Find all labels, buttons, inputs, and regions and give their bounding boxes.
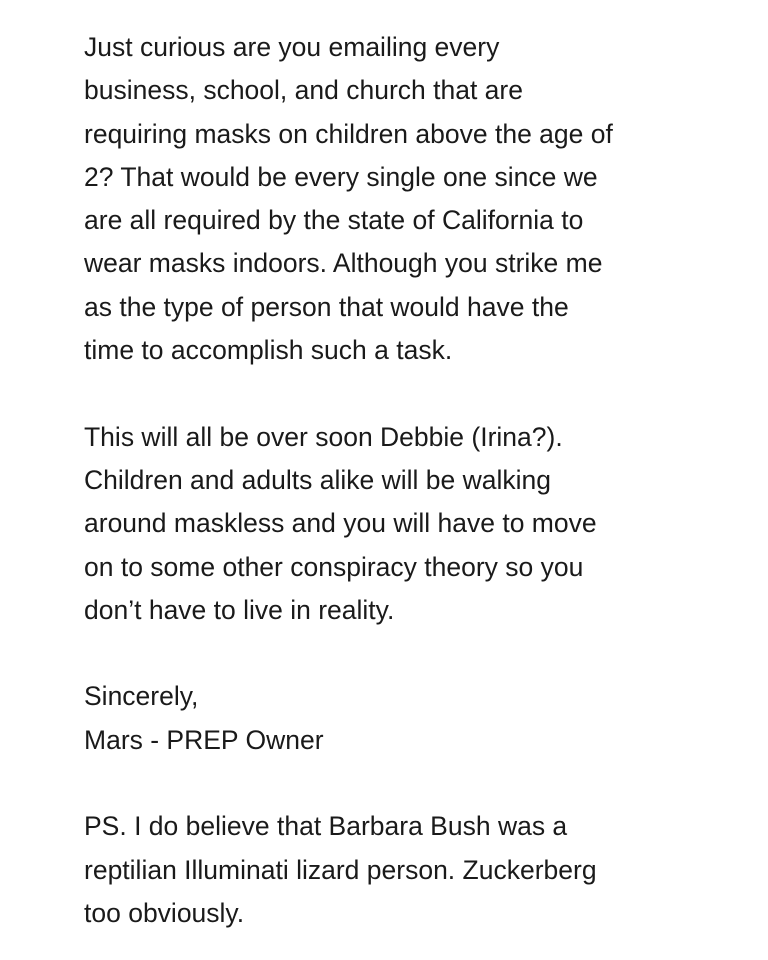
text-line: 2? That would be every single one since we	[84, 161, 598, 192]
text-line: requiring masks on children above the age of	[84, 118, 613, 149]
paragraph-spacer	[84, 372, 734, 415]
text-line: on to some other conspiracy theory so you	[84, 551, 584, 582]
text-line: wear masks indoors. Although you strike me	[84, 248, 603, 279]
paragraph-2	[84, 416, 734, 632]
text-line: reptilian Illuminati lizard person. Zuckerberg	[84, 854, 597, 885]
text-line: don’t have to live in reality.	[84, 594, 395, 625]
text-line: as the type of person that would have the	[84, 291, 569, 322]
text-line: around maskless and you will have to move	[84, 508, 597, 539]
postscript	[84, 805, 734, 935]
text-line: Just curious are you emailing every	[84, 32, 500, 62]
paragraph-spacer	[84, 632, 734, 675]
paragraph-1	[84, 26, 734, 372]
paragraph-spacer	[84, 762, 734, 805]
text-line: are all required by the state of California to	[84, 205, 584, 236]
sign-off	[84, 675, 734, 762]
text-line: This will all be over soon Debbie (Irina?).	[84, 421, 563, 452]
text-line: business, school, and church that are	[84, 75, 523, 106]
message-body	[84, 26, 734, 935]
closing: Sincerely,	[84, 681, 199, 712]
text-line: PS. I do believe that Barbara Bush was a	[84, 811, 568, 842]
text-line: too obviously.	[84, 897, 245, 928]
text-line: Children and adults alike will be walking	[84, 464, 551, 495]
signature: Mars - PREP Owner	[84, 724, 324, 755]
text-line: time to accomplish such a task.	[84, 335, 453, 366]
